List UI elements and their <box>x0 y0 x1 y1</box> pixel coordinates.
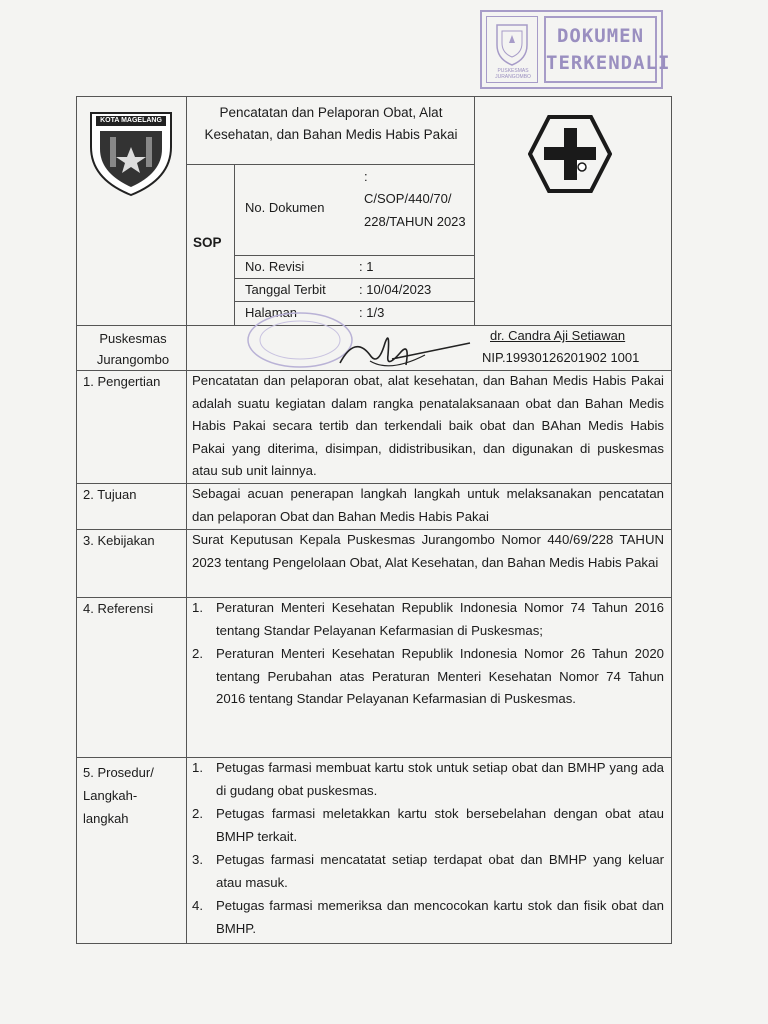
list-item-number: 2. <box>192 806 203 821</box>
column-divider <box>234 164 235 325</box>
institution-name: Puskesmas Jurangombo <box>96 331 170 367</box>
list-item-number: 1. <box>192 760 203 775</box>
column-divider <box>474 96 475 325</box>
section-label-kebijakan: 3. Kebijakan <box>83 533 155 548</box>
list-item-text: Peraturan Menteri Kesehatan Republik Indonesia Nomor 74 Tahun 2016 tentang Standar Pelayanan Kefarmasian di Puskesmas; <box>216 600 664 638</box>
section-label-referensi: 4. Referensi <box>83 601 154 616</box>
page-label: Halaman <box>245 305 298 320</box>
list-item-number: 3. <box>192 852 203 867</box>
list-item-text: Petugas farmasi memeriksa dan mencocokan kartu stok dan fisik obat dan BMHP. <box>216 898 664 936</box>
section-label-pengertian: 1. Pengertian <box>83 374 161 389</box>
document-control-stamp <box>480 10 671 89</box>
row-divider <box>234 278 474 279</box>
city-logo-label: KOTA MAGELANG <box>100 117 162 124</box>
stamp-label <box>544 16 671 83</box>
row-divider <box>234 255 474 256</box>
revision-label: No. Revisi <box>245 259 305 274</box>
list-item <box>192 849 664 894</box>
column-divider <box>186 96 187 944</box>
referensi-list <box>192 597 664 712</box>
puskesmas-hexagon-icon <box>528 114 612 194</box>
doc-number-colon: : <box>364 169 368 184</box>
page-value: : 1/3 <box>359 305 385 320</box>
list-item <box>192 757 664 802</box>
signature-icon <box>330 325 480 375</box>
doc-number-value: C/SOP/440/70/ 228/TAHUN 2023 <box>364 191 466 229</box>
document-title: Pencatatan dan Pelaporan Obat, Alat Kesehatan, dan Bahan Medis Habis Pakai <box>204 105 458 142</box>
revision-value: : 1 <box>359 259 374 274</box>
stamp-emblem <box>486 16 538 83</box>
issue-date-label: Tanggal Terbit <box>245 282 326 297</box>
stamp-line-1: DOKUMEN <box>556 25 645 47</box>
city-logo <box>88 107 174 197</box>
section-label-prosedur-line-3: langkah <box>83 811 129 826</box>
section-text-tujuan: Sebagai acuan penerapan langkah langkah untuk melaksanakan pencatatan dan pelaporan Obat dan Bahan Medis Habis Pakai <box>192 486 664 524</box>
section-label-prosedur-line-2: Langkah- <box>83 788 138 803</box>
puskesmas-logo <box>528 114 612 194</box>
list-item-text: Petugas farmasi mencatatat setiap terdapat obat dan BMHP yang keluar atau masuk. <box>216 852 664 890</box>
list-item <box>192 597 664 642</box>
list-item <box>192 803 664 848</box>
doc-number-label: No. Dokumen <box>245 200 325 215</box>
row-divider <box>186 164 474 165</box>
list-item-text: Petugas farmasi meletakkan kartu stok bersebelahan dengan obat atau BMHP terkait. <box>216 806 664 844</box>
section-label-tujuan: 2. Tujuan <box>83 487 137 502</box>
list-item-number: 2. <box>192 646 203 661</box>
list-item-text: Petugas farmasi membuat kartu stok untuk setiap obat dan BMHP yang ada di gudang obat puskesmas. <box>216 760 664 798</box>
list-item-number: 4. <box>192 898 203 913</box>
stamp-small-text: PUSKESMAS JURANGOMBO <box>495 68 531 80</box>
stamp-line-2: TERKENDALI <box>546 52 671 74</box>
list-item <box>192 895 664 940</box>
section-text-kebijakan: Surat Keputusan Kepala Puskesmas Jurangombo Nomor 440/69/228 TAHUN 2023 tentang Pengelolaan Obat, Alat Kesehatan, dan Bahan Medis Habis Pakai <box>192 532 664 570</box>
list-item-number: 1. <box>192 600 203 615</box>
list-item-text: Peraturan Menteri Kesehatan Republik Indonesia Nomor 26 Tahun 2020 tentang Perubahan atas Peraturan Menteri Kesehatan Nomor 74 Tahun 2016 tentang Standar Pelayanan Kefarmasian di Puskesmas. <box>216 646 664 706</box>
section-text-pengertian: Pencatatan dan pelaporan obat, alat kesehatan, dan Bahan Medis Habis Pakai adalah suatu kegiatan dalam rangka penatalaksanaan obat dan Bahan Medis Habis Pakai secara tertib dan terkendali baik obat dan BAhan Medis Habis Pakai yang diterima, disimpan, didistribusikan, dan digunakan di puskesmas atau sub unit lainnya. <box>192 373 664 478</box>
sop-label: SOP <box>193 235 222 250</box>
row-divider <box>234 301 474 302</box>
shield-icon <box>487 17 537 72</box>
prosedur-list <box>192 757 664 941</box>
section-label-prosedur-line-1: 5. Prosedur/ <box>83 765 154 780</box>
issue-date-value: : 10/04/2023 <box>359 282 432 297</box>
signer-nip: NIP.19930126201902 1001 <box>482 350 640 365</box>
list-item <box>192 643 664 711</box>
signer-name: dr. Candra Aji Setiawan <box>490 328 626 343</box>
section-label-prosedur <box>83 761 154 830</box>
